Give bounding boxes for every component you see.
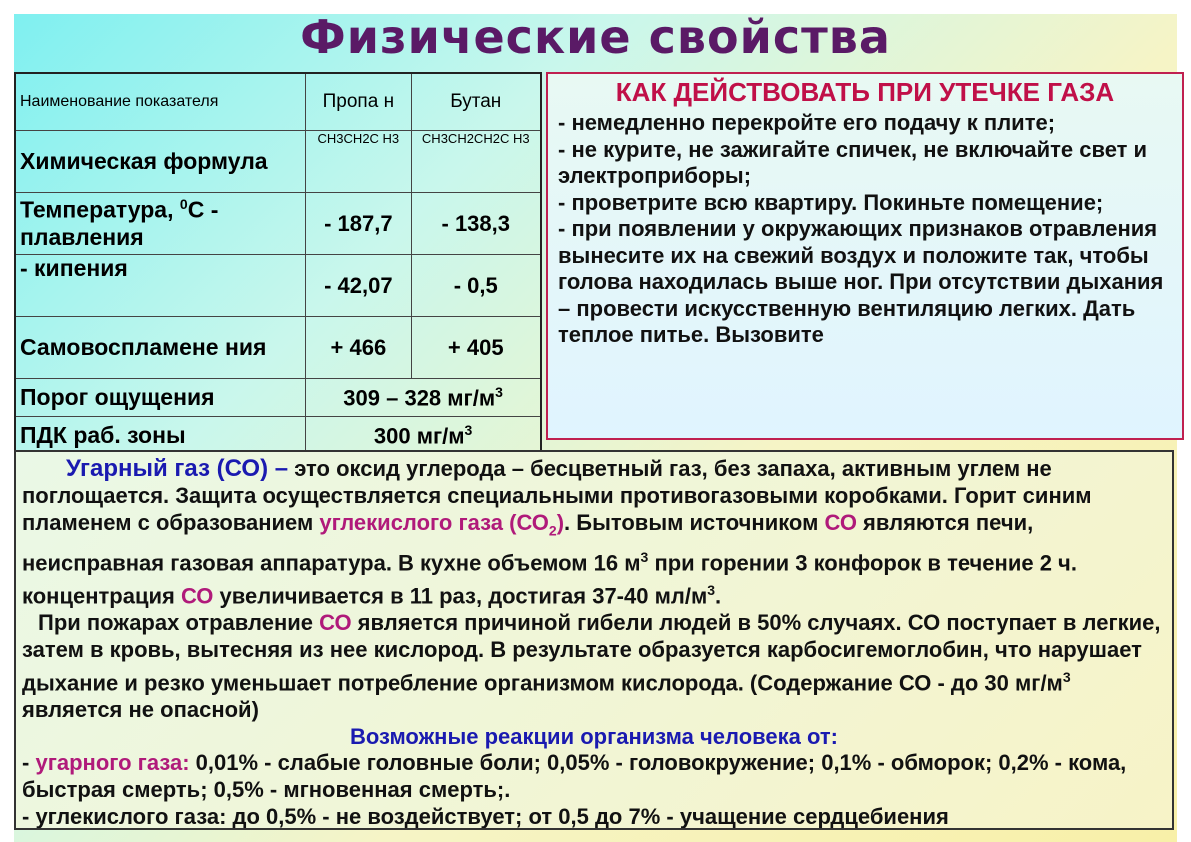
header-name: Наименование показателя [20, 93, 219, 110]
list-item: - не курите, не зажигайте спичек, не включайте свет и электроприборы; [558, 136, 1148, 188]
table-row [16, 131, 540, 193]
row-propane: - 42,07 [306, 255, 411, 317]
row-butane: - 138,3 [411, 193, 540, 255]
row-merged-value: 300 $мг/м^3$ [306, 417, 540, 455]
gas-leak-panel [546, 72, 1184, 440]
carbon-monoxide-panel [14, 450, 1174, 830]
header-propane: Пропа н [306, 74, 411, 131]
row-name: Порог ощущения [16, 379, 306, 417]
row-butane: + 405 [411, 317, 540, 379]
co-paragraph-1: Угарный газ (СО) – это оксид углерода – бесцветный газ, без запаха, активным углем не поглощается. Защита осуществляется специальными противогазовыми коробками. Горит синим пламенем с образованием углекислого газа $(СО_2)$. Бытовым источником СО являются печи, неисправная газовая аппаратура. В кухне объемом 16 $м^3$ при горении 3 конфорок в течение 2 ч. концентрация СО увеличивается в 11 раз, достигая 37-40 $мл/м^3$. [22, 455, 1092, 609]
co-paragraph-2: При пожарах отравление СО является причиной гибели людей в 50% случаях. СО поступает в легкие, затем в кровь, вытесняя из нее кислород. В результате образуется карбосигемоглобин, что нарушает дыхание и резко уменьшает потребление организмом кислорода. (Содержание СО - до 30 $мг/м^3$ является не опасной) [22, 610, 1161, 722]
co-heading: Угарный газ (СО) – [66, 455, 289, 482]
row-butane: - 0,5 [411, 255, 540, 317]
row-butane: CH3CH2CH2C H3 [411, 131, 540, 193]
row-propane: + 466 [306, 317, 411, 379]
reaction-co: - угарного газа: 0,01% - слабые головные боли; 0,05% - головокружение; 0,1% - обморок; 0,2% - кома, быстрая смерть; 0,5% - мгновенная смерть;. [22, 750, 1127, 803]
row-name: ПДК раб. зоны [16, 417, 306, 455]
row-name: Химическая формула [16, 131, 306, 193]
page-title: Физические свойства [300, 10, 891, 64]
row-propane: - 187,7 [306, 193, 411, 255]
list-item: - проветрите всю квартиру. Покиньте помещение; [558, 189, 1104, 215]
list-item: - при появлении у окружающих признаков отравления вынесите их на свежий воздух и положите так, чтобы голова находилась выше ног. При отсутствии дыхания – провести искусственную вентиляцию легких. Дать теплое питье. Вызовите [558, 216, 1164, 347]
list-item: - немедленно перекройте его подачу к плите; [558, 110, 1056, 135]
row-merged-value: 309 – 328 $мг/м^3$ [306, 379, 540, 417]
row-name: Температура, $^0$С - плавления [16, 193, 306, 255]
gas-leak-title: КАК ДЕЙСТВОВАТЬ ПРИ УТЕЧКЕ ГАЗА [615, 77, 1115, 107]
table-row [16, 417, 540, 455]
row-name: Самовоспламене ния [16, 317, 306, 379]
row-name: - кипения [16, 255, 306, 317]
reactions-heading: Возможные реакции организма человека от: [350, 723, 838, 749]
header-butane: Бутан [411, 74, 540, 131]
table-row [16, 255, 540, 317]
table-row [16, 317, 540, 379]
table-row [16, 379, 540, 417]
row-propane: CH3CH2C H3 [306, 131, 411, 193]
reaction-co2: - углекислого газа: до 0,5% - не воздействует; от 0,5 до 7% - учащение сердцебиения [22, 803, 949, 829]
table-header-row [16, 74, 540, 131]
table-row [16, 193, 540, 255]
